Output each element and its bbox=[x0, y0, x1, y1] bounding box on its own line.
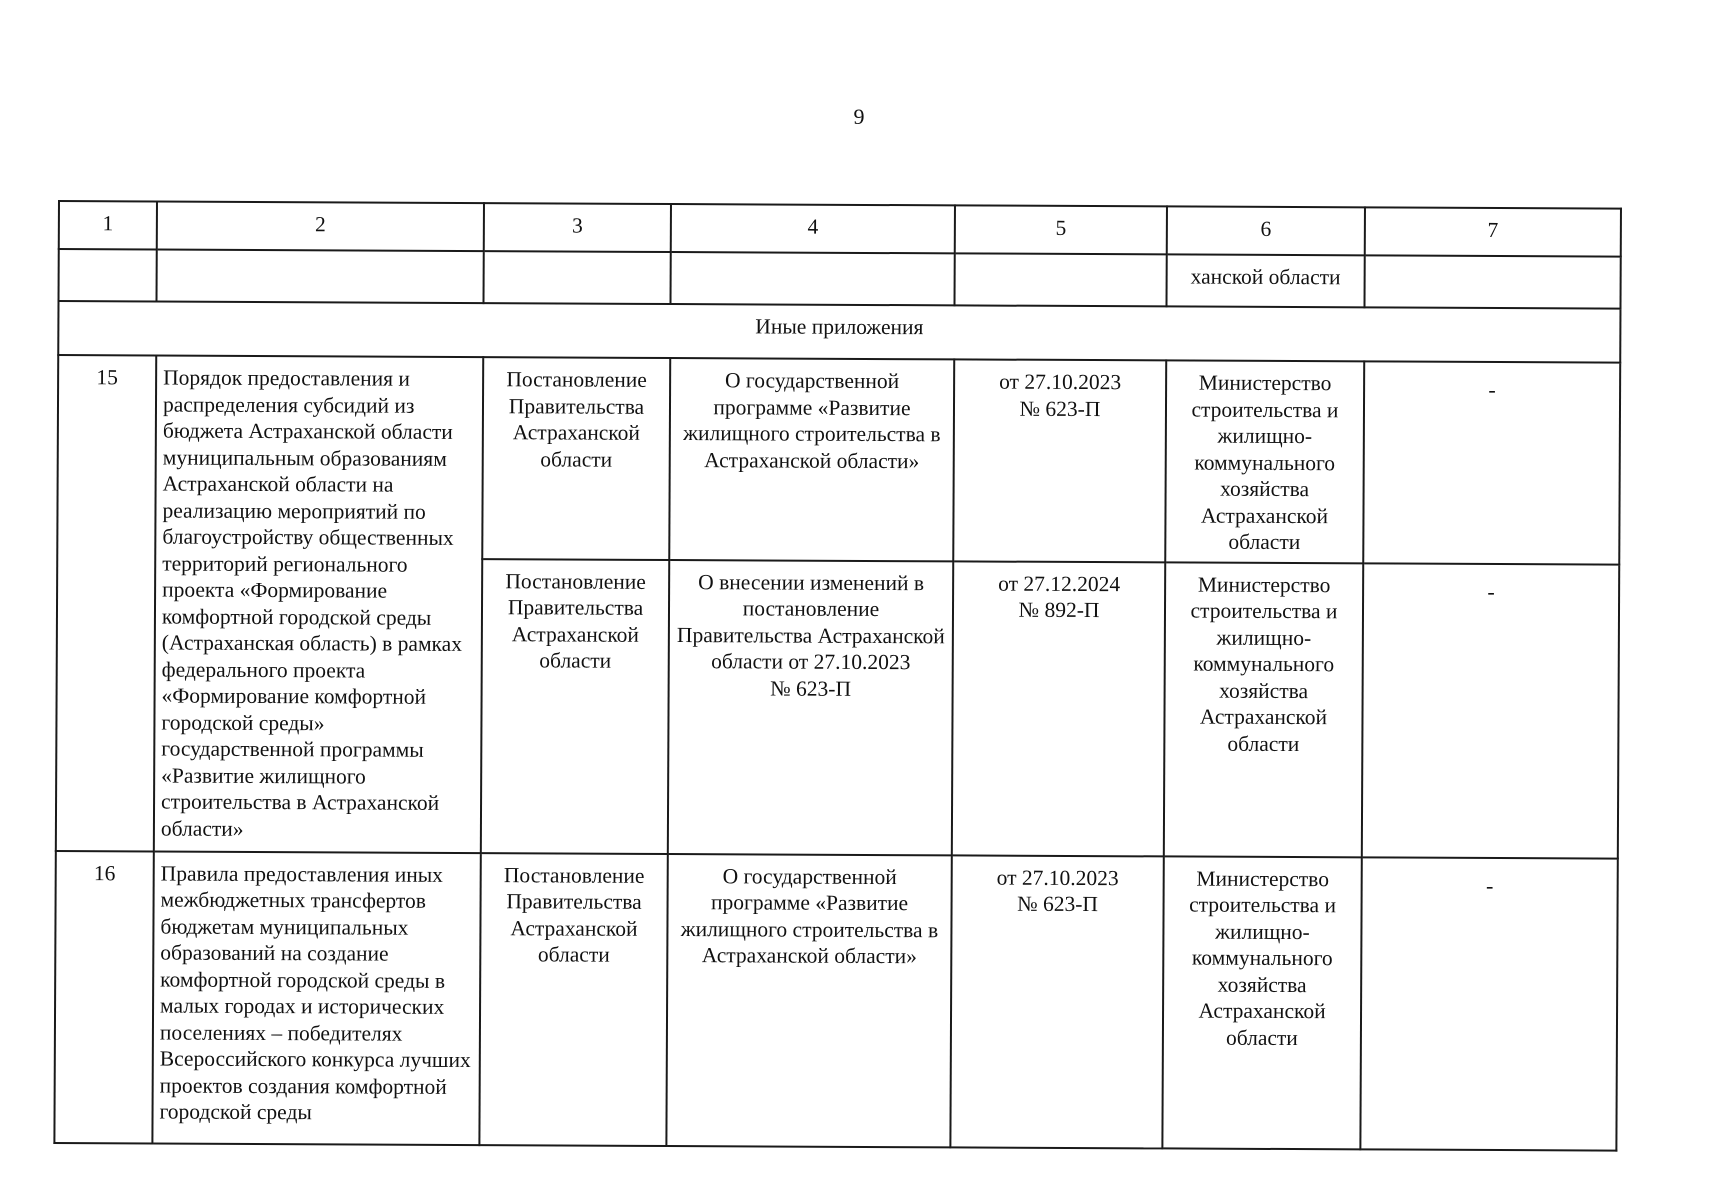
continuation-cell bbox=[484, 251, 671, 304]
header-cell: 4 bbox=[671, 204, 955, 253]
act-title: О государственной программе «Развитие жилищного строительства в Астраханской области» bbox=[669, 358, 954, 561]
continuation-row bbox=[59, 249, 1621, 309]
act-title bbox=[668, 559, 953, 854]
act-number: № 892-П bbox=[1018, 597, 1100, 623]
act-date: от 27.10.2023 bbox=[996, 865, 1119, 890]
header-cell: 5 bbox=[955, 205, 1167, 254]
act-date-number bbox=[952, 561, 1165, 856]
continuation-cell bbox=[157, 249, 484, 303]
continuation-cell: ханской области bbox=[1166, 254, 1364, 307]
act-note: - bbox=[1363, 361, 1620, 564]
act-executor: Министерство строительства и жилищно-коммунального хозяйства Астраханской области bbox=[1162, 856, 1361, 1149]
page-number: 9 bbox=[853, 104, 865, 129]
continuation-cell bbox=[59, 249, 157, 301]
act-type: Постановление Правительства Астраханской области bbox=[479, 853, 667, 1146]
act-title-number: № 623-П bbox=[770, 675, 852, 701]
section-row bbox=[58, 301, 1620, 363]
document-name: Порядок предоставления и распределения субсидий из бюджета Астраханской области муниципальным образованиям Астраханской области на реализацию мероприятий по благоустройству общественных территорий регионального проекта «Формирование комфортной городской среды (Астраханская область) в рамках федерального проекта «Формирование комфортной городской среды» государственной программы «Развитие жилищного строительства в Астраханской области» bbox=[154, 355, 483, 852]
act-type: Постановление Правительства Астраханской области bbox=[482, 357, 670, 559]
header-cell: 3 bbox=[484, 203, 671, 252]
row-number: 15 bbox=[56, 355, 156, 851]
header-cell: 6 bbox=[1167, 206, 1365, 255]
act-date: от 27.10.2023 bbox=[999, 369, 1122, 395]
act-executor: Министерство строительства и жилищно-коммунального хозяйства Астраханской области bbox=[1164, 562, 1363, 857]
act-number: № 623-П bbox=[1019, 396, 1101, 421]
header-cell: 7 bbox=[1365, 207, 1621, 256]
act-date-number bbox=[953, 359, 1166, 562]
document-table bbox=[53, 200, 1622, 1151]
act-title-text: О внесении изменений в постановление Правительства Астраханской области от 27.10.2023 bbox=[676, 569, 945, 675]
act-date-number bbox=[950, 855, 1163, 1148]
table-row bbox=[57, 355, 1620, 564]
continuation-cell bbox=[670, 252, 954, 305]
act-note: - bbox=[1360, 857, 1617, 1150]
header-row bbox=[59, 201, 1621, 257]
act-type: Постановление Правительства Астраханской области bbox=[481, 559, 669, 854]
header-cell: 2 bbox=[157, 201, 484, 251]
continuation-cell bbox=[954, 253, 1166, 306]
act-note: - bbox=[1362, 563, 1619, 858]
row-number: 16 bbox=[54, 850, 153, 1142]
header-cell: 1 bbox=[59, 201, 157, 249]
continuation-cell bbox=[1364, 255, 1620, 308]
act-number: № 623-П bbox=[1017, 891, 1099, 917]
table-row bbox=[54, 850, 1617, 1150]
section-title: Иные приложения bbox=[58, 301, 1620, 363]
act-date: от 27.12.2024 bbox=[998, 571, 1121, 596]
act-executor: Министерство строительства и жилищно-коммунального хозяйства Астраханской области bbox=[1165, 360, 1364, 562]
act-title: О государственной программе «Развитие жилищного строительства в Астраханской области» bbox=[666, 853, 951, 1146]
document-name: Правила предоставления иных межбюджетных трансфертов бюджетам муниципальных образований на создание комфортной городской среды в малых городах и исторических поселениях – победителях Всероссийского конкурса лучших проектов создания комфортной городской среды bbox=[152, 851, 480, 1145]
